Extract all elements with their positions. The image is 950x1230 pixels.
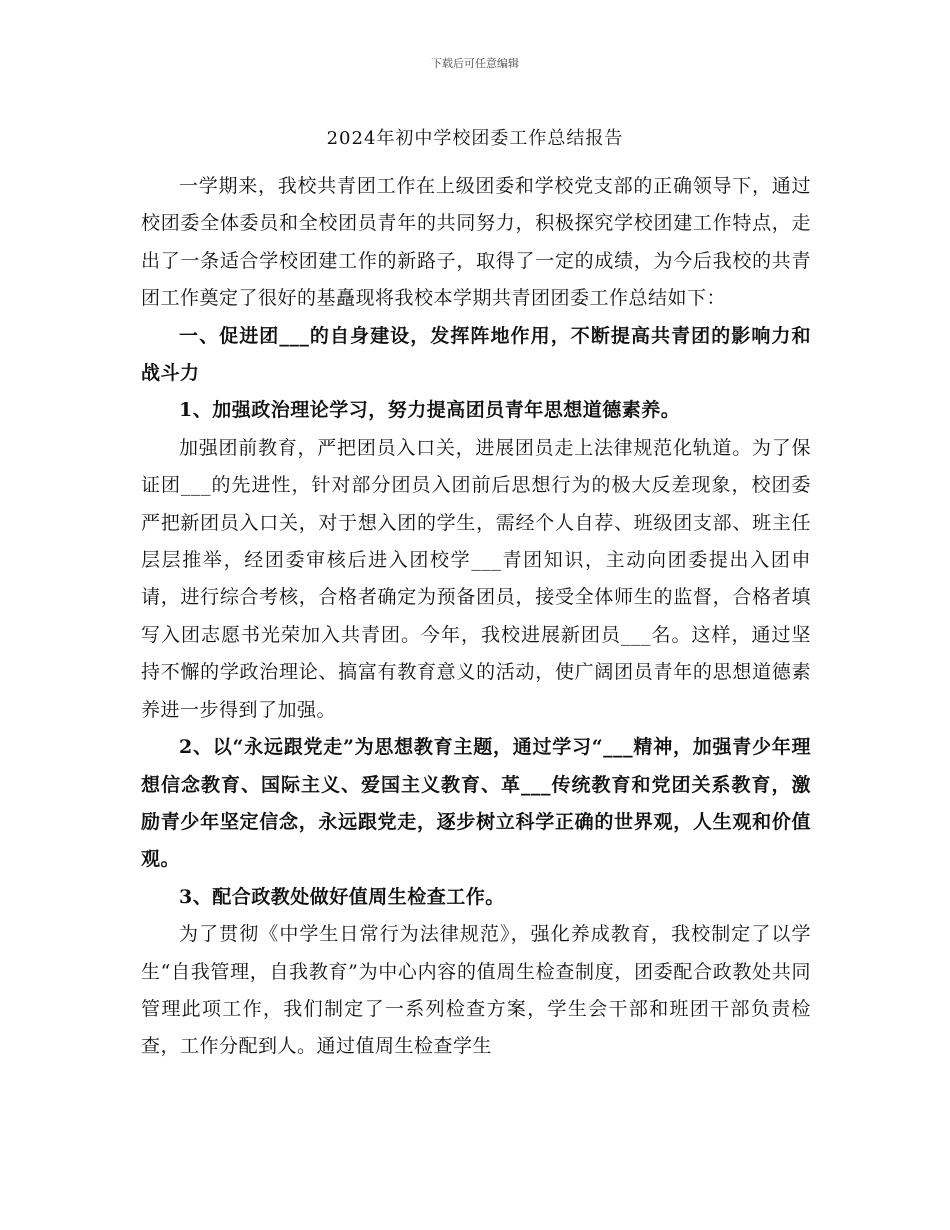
page-header-note: 下载后可任意编辑 <box>431 57 519 70</box>
body-paragraph-2: 为了贯彻《中学生日常行为法律规范》，强化养成教育，我校制定了以学生“自我管理，自我教育”为中心内容的值周生检查制度，团委配合政教处共同管理此项工作，我们制定了一系列检查方案，学生会干部和班团干部负责检查，工作分配到人。通过值周生检查学生 <box>141 923 811 1058</box>
intro-paragraph: 一学期来，我校共青团工作在上级团委和学校党支部的正确领导下，通过校团委全体委员和全校团员青年的共同努力，积极探究学校团建工作特点，走出了一条适合学校团建工作的新路子，取得了一定的成绩，为今后我校的共青团工作奠定了很好的基矗现将我校本学期共青团团委工作总结如下： <box>141 175 811 310</box>
subsection-heading-3: 3、配合政教处做好值周生检查工作。 <box>179 885 505 908</box>
document-body <box>141 168 811 1066</box>
body-paragraph-1: 加强团前教育，严把团员入口关，进展团员走上法律规范化轨道。为了保证团___的先进性，针对部分团员入团前后思想行为的极大反差现象，校团委严把新团员入口关，对于想入团的学生，需经个人自荐、班级团支部、班主任层层推举，经团委审核后进入团校学___青团知识，主动向团委提出入团申请，进行综合考核，合格者确定为预备团员，接受全体师生的监督，合格者填写入团志愿书光荣加入共青团。今年，我校进展新团员___名。这样，通过坚持不懈的学政治理论、搞富有教育意义的活动，使广阔团员青年的思想道德素养进一步得到了加强。 <box>141 436 811 721</box>
document-title: 2024年初中学校团委工作总结报告 <box>326 128 624 149</box>
subsection-heading-1: 1、加强政治理论学习，努力提高团员青年思想道德素养。 <box>179 399 681 422</box>
section-heading-1: 一、促进团___的自身建设，发挥阵地作用，不断提高共青团的影响力和战斗力 <box>141 324 811 385</box>
subsection-heading-2: 2、以“永远跟党走”为思想教育主题，通过学习“___精神，加强青少年理想信念教育、国际主义、爱国主义教育、革___传统教育和党团关系教育，激励青少年坚定信念，永远跟党走，逐步树立科学正确的世界观，人生观和价值观。 <box>141 736 811 871</box>
